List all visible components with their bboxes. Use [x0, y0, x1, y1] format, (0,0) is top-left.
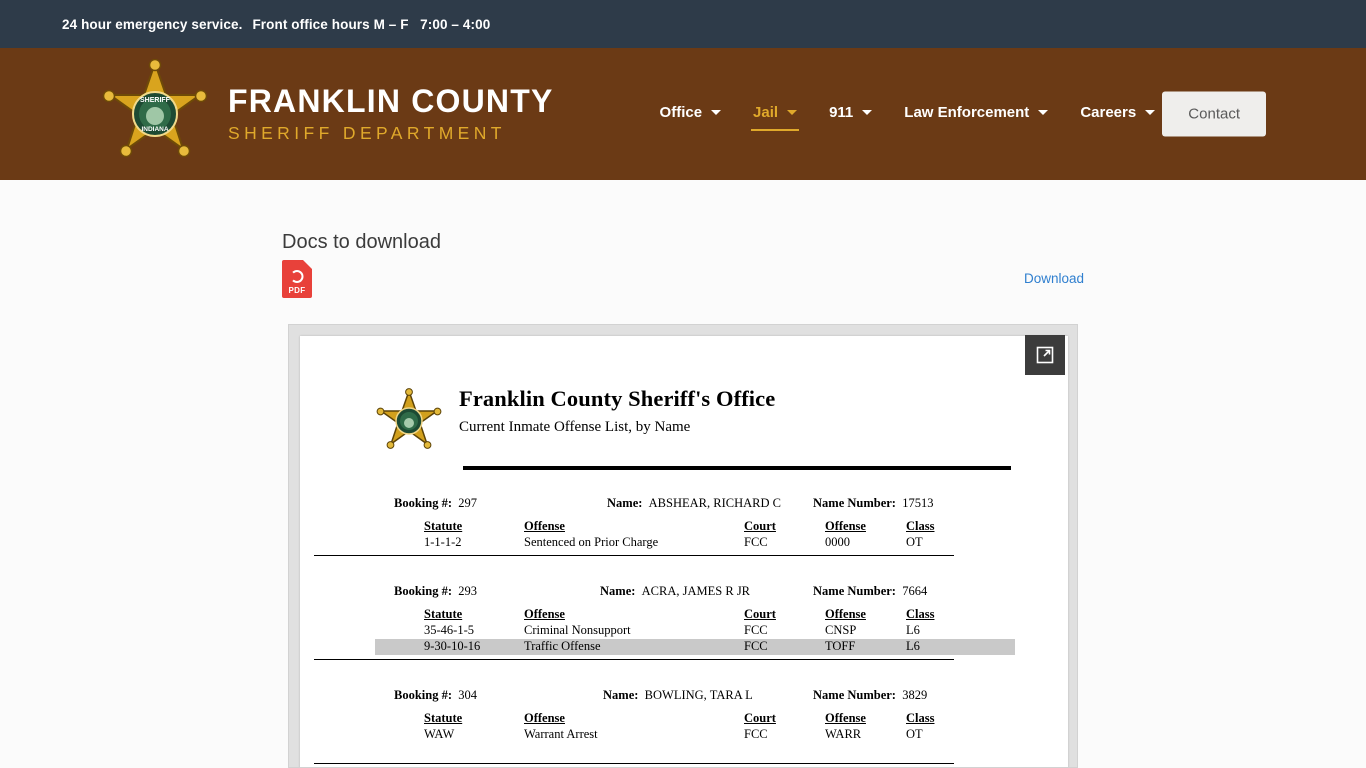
- chevron-down-icon: [787, 110, 797, 115]
- offense-code-header: Offense: [825, 711, 866, 725]
- chevron-down-icon: [1038, 110, 1048, 115]
- pdf-header-rule: [463, 466, 1011, 470]
- svg-text:INDIANA: INDIANA: [141, 126, 169, 133]
- name-label: Name:: [603, 688, 639, 702]
- offense-code-value: CNSP: [825, 623, 857, 637]
- brand-subtitle: SHERIFF DEPARTMENT: [228, 123, 506, 144]
- offense-code-header: Offense: [825, 519, 866, 533]
- pdf-titles: [459, 386, 775, 436]
- class-value: OT: [906, 535, 923, 549]
- class-header: Class: [906, 519, 935, 533]
- booking-label: Booking #:: [394, 496, 453, 510]
- nav-item-law-enforcement-label: Law Enforcement: [904, 103, 1030, 121]
- booking-label: Booking #:: [394, 584, 453, 598]
- chevron-down-icon: [1145, 110, 1155, 115]
- inmate-record: [375, 496, 1015, 551]
- name-label: Name:: [607, 496, 643, 510]
- offense-code-value: WARR: [825, 727, 862, 741]
- utility-bar: [0, 0, 1366, 48]
- chevron-down-icon: [711, 110, 721, 115]
- booking-value: 304: [458, 688, 478, 702]
- charge-column-headers: [375, 607, 1015, 623]
- nav-item-911[interactable]: [827, 98, 874, 131]
- name-number-label: Name Number:: [813, 584, 896, 598]
- pdf-viewer[interactable]: [288, 324, 1078, 768]
- document-row: [282, 260, 1084, 316]
- page-title: Docs to download: [282, 231, 441, 254]
- nav-item-law-enforcement[interactable]: [902, 98, 1050, 131]
- name-value: ACRA, JAMES R JR: [641, 584, 751, 598]
- offense-value: Traffic Offense: [524, 639, 601, 653]
- charge-row: [375, 623, 1015, 639]
- offense-code-header: Offense: [825, 607, 866, 621]
- page-content: [0, 180, 1366, 768]
- record-separator: [314, 763, 954, 764]
- charge-column-headers: [375, 711, 1015, 727]
- pdf-file-icon: [282, 260, 312, 298]
- sheriff-star-badge-icon: [100, 59, 210, 169]
- statute-value: 1-1-1-2: [424, 535, 462, 549]
- nav-item-jail-label: Jail: [753, 103, 779, 121]
- pdf-title: Franklin County Sheriff's Office: [459, 386, 776, 411]
- name-number-value: 3829: [902, 688, 928, 702]
- charge-row: [375, 639, 1015, 655]
- charge-row: [375, 727, 1015, 743]
- offense-header: Offense: [524, 711, 565, 725]
- nav-item-911-label: 911: [829, 103, 854, 121]
- record-separator: [314, 555, 954, 556]
- offense-value: Warrant Arrest: [524, 727, 598, 741]
- court-header: Court: [744, 519, 776, 533]
- main-navigation: [658, 98, 1158, 131]
- sheriff-star-badge-icon: [375, 388, 443, 456]
- open-in-new-window-icon[interactable]: [1025, 335, 1065, 375]
- name-value: BOWLING, TARA L: [644, 688, 753, 702]
- record-separator: [314, 659, 954, 660]
- court-value: FCC: [744, 639, 768, 653]
- statute-value: 9-30-10-16: [424, 639, 481, 653]
- name-value: ABSHEAR, RICHARD C: [648, 496, 781, 510]
- court-value: FCC: [744, 727, 768, 741]
- name-label: Name:: [600, 584, 636, 598]
- pdf-subtitle: Current Inmate Offense List, by Name: [459, 419, 691, 435]
- emergency-service-text: 24 hour emergency service.: [62, 16, 243, 32]
- court-header: Court: [744, 711, 776, 725]
- offense-code-value: 0000: [825, 535, 850, 549]
- class-value: OT: [906, 727, 923, 741]
- nav-item-jail[interactable]: [751, 98, 799, 131]
- pdf-icon-label: PDF: [288, 286, 306, 295]
- offense-code-value: TOFF: [825, 639, 856, 653]
- office-hours-text: Front office hours M – F 7:00 – 4:00: [252, 16, 491, 32]
- name-number-label: Name Number:: [813, 496, 896, 510]
- brand-wordmark: [228, 85, 554, 143]
- booking-value: 293: [458, 584, 478, 598]
- offense-header: Offense: [524, 607, 565, 621]
- offense-header: Offense: [524, 519, 565, 533]
- site-header: [0, 48, 1366, 180]
- brand-logo[interactable]: [100, 59, 554, 169]
- download-link[interactable]: Download: [1023, 271, 1084, 286]
- charge-column-headers: [375, 519, 1015, 535]
- inmate-record: [375, 584, 1015, 655]
- nav-item-careers[interactable]: [1078, 98, 1157, 131]
- pdf-header: [375, 386, 775, 456]
- booking-label: Booking #:: [394, 688, 453, 702]
- booking-value: 297: [458, 496, 478, 510]
- nav-item-careers-label: Careers: [1080, 103, 1137, 121]
- class-value: L6: [906, 639, 920, 653]
- name-number-value: 17513: [902, 496, 934, 510]
- name-number-value: 7664: [902, 584, 928, 598]
- inmate-record: [375, 688, 1015, 743]
- statute-header: Statute: [424, 607, 463, 621]
- charge-row: [375, 535, 1015, 551]
- class-value: L6: [906, 623, 920, 637]
- class-header: Class: [906, 711, 935, 725]
- offense-value: Criminal Nonsupport: [524, 623, 631, 637]
- class-header: Class: [906, 607, 935, 621]
- court-value: FCC: [744, 623, 768, 637]
- name-number-label: Name Number:: [813, 688, 896, 702]
- svg-text:SHERIFF: SHERIFF: [140, 97, 170, 104]
- statute-header: Statute: [424, 519, 463, 533]
- statute-header: Statute: [424, 711, 463, 725]
- chevron-down-icon: [862, 110, 872, 115]
- pdf-swirl-decoration: [291, 270, 304, 283]
- court-header: Court: [744, 607, 776, 621]
- nav-item-office[interactable]: [658, 98, 724, 131]
- brand-title: FRANKLIN COUNTY: [228, 83, 554, 120]
- court-value: FCC: [744, 535, 768, 549]
- offense-value: Sentenced on Prior Charge: [524, 535, 659, 549]
- contact-button[interactable]: Contact: [1162, 92, 1266, 137]
- statute-value: WAW: [424, 727, 455, 741]
- statute-value: 35-46-1-5: [424, 623, 474, 637]
- nav-item-office-label: Office: [659, 103, 703, 121]
- pdf-page: [300, 336, 1068, 768]
